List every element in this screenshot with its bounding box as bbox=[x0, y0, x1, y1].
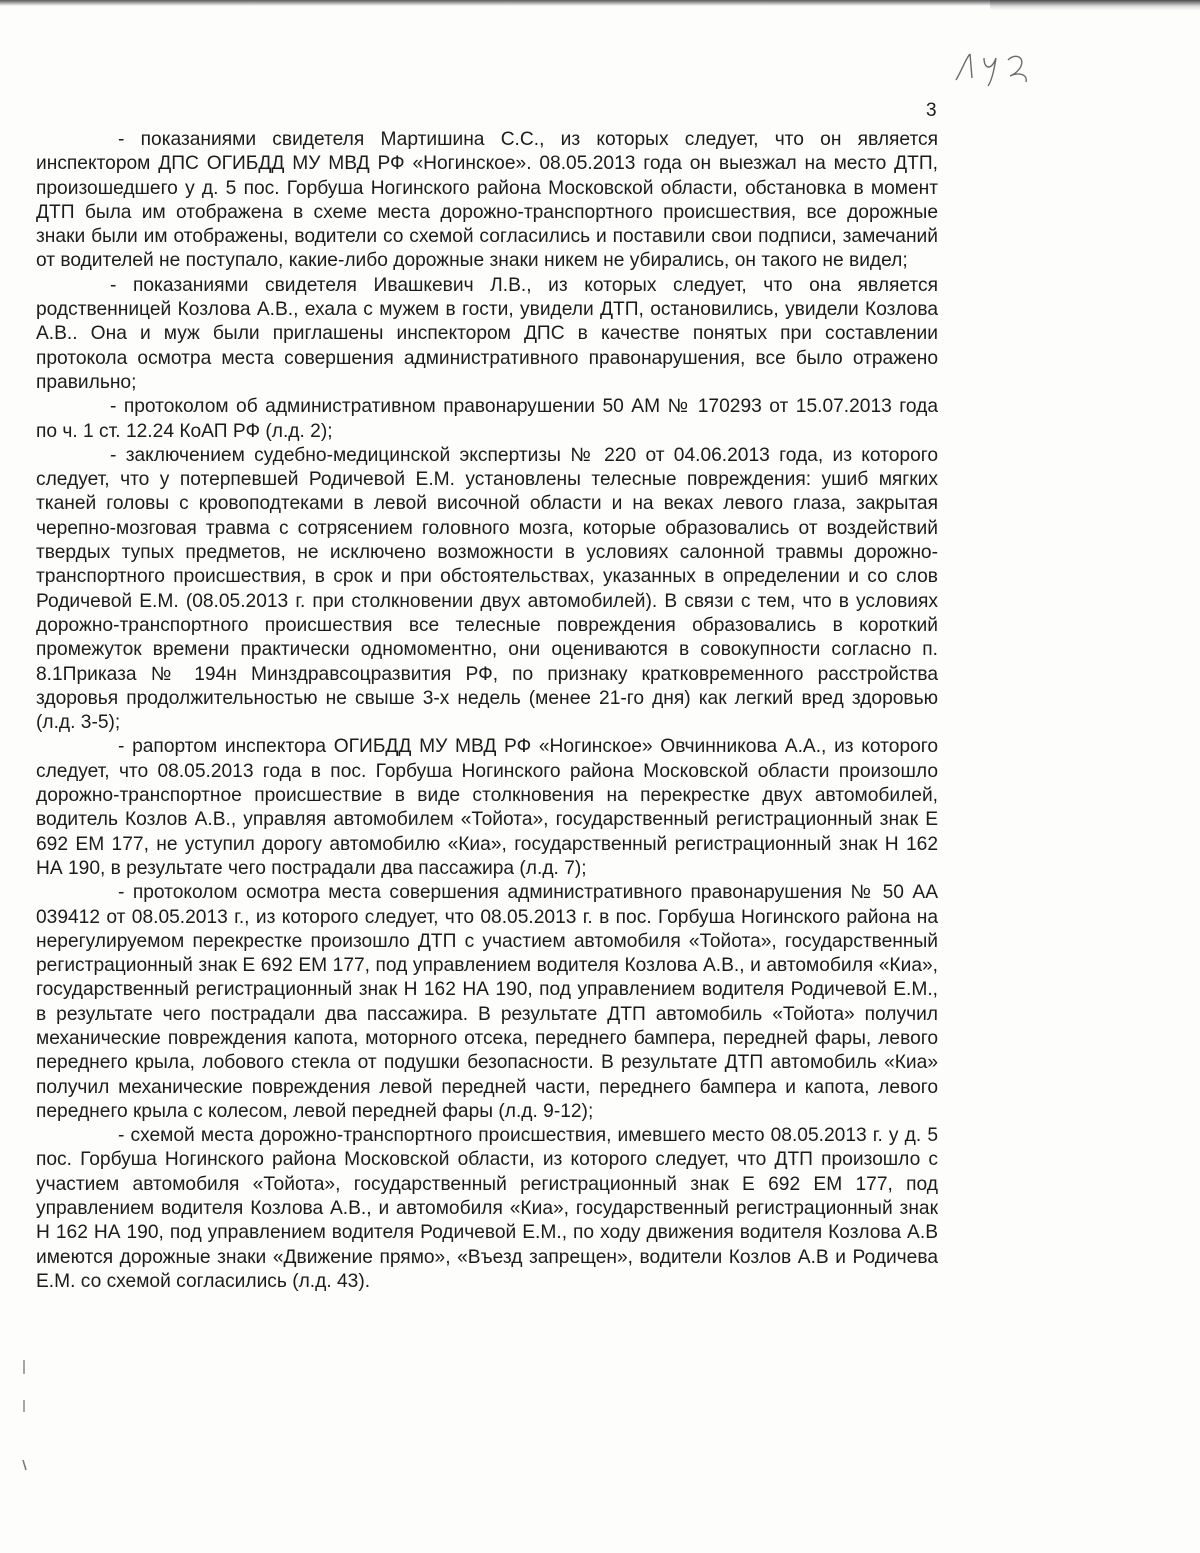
paragraph-inspection-protocol: - протоколом осмотра места совершения административного правонарушения № 50 АА 039412 от 08.05.2013 г., из которого следует, что 08.05.2013 г. в пос. Горбуша Ногинского района на нерегулируемом перекрестке произошло ДТП с участием автомобиля «Тойота», государственный регистрационный знак Е 692 ЕМ 177, под управлением водителя Козлова А.В., и автомобиля «Киа», государственный регистрационный знак Н 162 НА 190, под управлением водителя Родичевой Е.М., в результате чего пострадали два пассажира. В результате ДТП автомобиль «Тойота» получил механические повреждения капота, моторного отсека, переднего бампера, передней фары, левого переднего крыла, лобового стекла от подушки безопасности. В результате ДТП автомобиль «Киа» получил механические повреждения левой передней части, переднего бампера и капота, левого переднего крыла с колесом, левой передней фары (л.д. 9-12); bbox=[36, 882, 938, 1122]
paragraph-witness-martishin: - показаниями свидетеля Мартишина С.С., из которых следует, что он является инспектором ДПС ОГИБДД МУ МВД РФ «Ногинское». 08.05.2013 года он выезжал на место ДТП, произошедшего у д. 5 пос. Горбуша Ногинского района Московской области, обстановка в момент ДТП была им отображена в схеме места дорожно-транспортного происшествия, все дорожные знаки были им отображены, водители со схемой согласились и поставили свои подписи, замечаний от водителей не поступало, какие-либо дорожные знаки никем не убирались, он такого не видел; bbox=[36, 129, 938, 272]
margin-marks bbox=[20, 1360, 30, 1480]
scan-top-shadow bbox=[990, 0, 1200, 22]
document-body bbox=[36, 128, 938, 1294]
paragraph-inspector-report: - рапортом инспектора ОГИБДД МУ МВД РФ «Ногинское» Овчинникова А.А., из которого следует, что 08.05.2013 года в пос. Горбуша Ногинского района Московской области произошло дорожно-транспортное происшествие в виде столкновения на перекрестке двух автомобилей, водитель Козлов А.В., управляя автомобилем «Тойота», государственный регистрационный знак Е 692 ЕМ 177, не уступил дорогу автомобилю «Киа», государственный регистрационный знак Н 162 НА 190, в результате чего пострадали два пассажира (л.д. 7); bbox=[36, 736, 938, 879]
paragraph-witness-ivashkevich: - показаниями свидетеля Ивашкевич Л.В., из которых следует, что она является родственницей Козлова А.В., ехала с мужем в гости, увидели ДТП, остановились, увидели Козлова А.В.. Она и муж были приглашены инспектором ДПС в качестве понятых при составлении протокола осмотра места совершения административного правонарушения, все было отражено правильно; bbox=[36, 274, 938, 393]
page-number: 3 bbox=[926, 100, 937, 121]
paragraph-offense-protocol: - протоколом об административном правонарушении 50 АМ № 170293 от 15.07.2013 года по ч. 1 ст. 12.24 КоАП РФ (л.д. 2); bbox=[36, 396, 938, 442]
paragraph-accident-scheme: - схемой места дорожно-транспортного происшествия, имевшего место 08.05.2013 г. у д. 5 пос. Горбуша Ногинского района Московской области, из которого следует, что ДТП произошло с участием автомобиля «Тойота», государственный регистрационный знак Е 692 ЕМ 177, под управлением водителя Козлова А.В., и автомобиля «Киа», государственный регистрационный знак Н 162 НА 190, под управлением водителя Родичевой Е.М., по ходу движения водителя Козлова А.В имеются дорожные знаки «Движение прямо», «Въезд запрещен», водители Козлов А.В и Родичева Е.М. со схемой согласились (л.д. 43). bbox=[36, 1125, 938, 1292]
paragraph-forensic-report: - заключением судебно-медицинской экспертизы № 220 от 04.06.2013 года, из которого следует, что у потерпевшей Родичевой Е.М. установлены телесные повреждения: ушиб мягких тканей головы с кровоподтеками в левой височной области и на веках левого глаза, закрытая черепно-мозговая травма с сотрясением головного мозга, которые образовались от воздействий твердых тупых предметов, не исключено возможности в условиях салонной травмы дорожно-транспортного происшествия, в срок и при обстоятельствах, указанных в определении и со слов Родичевой Е.М. (08.05.2013 г. при столкновении двух автомобилей). В связи с тем, что в условиях дорожно-транспортного происшествия все телесные повреждения образовались в короткий промежуток времени практически одномоментно, они оцениваются в совокупности согласно п. 8.1Приказа № 194н Минздравсоцразвития РФ, по признаку кратковременного расстройства здоровья продолжительностью не свыше 3-х недель (менее 21-го дня) как легкий вред здоровью (л.д. 3-5); bbox=[36, 444, 938, 734]
handwritten-archive-number bbox=[948, 40, 1038, 90]
